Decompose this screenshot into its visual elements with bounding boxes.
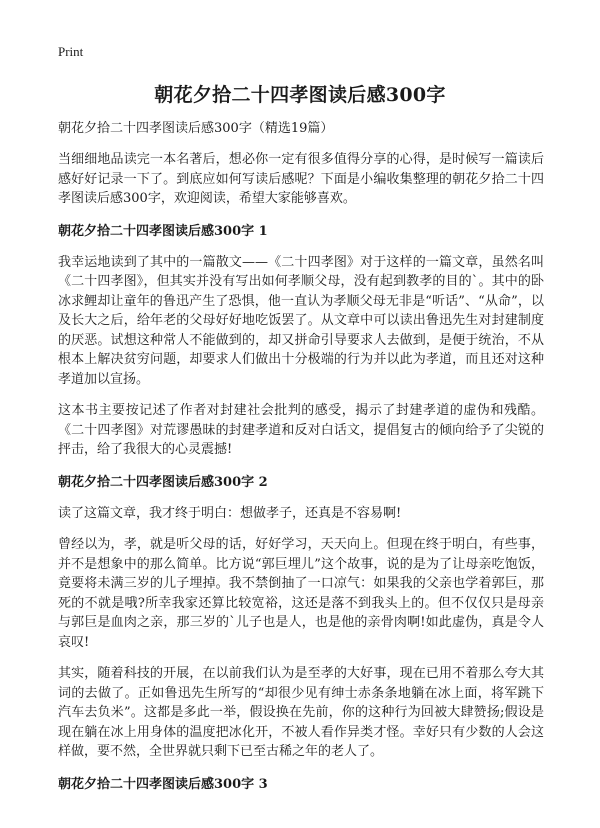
section-1-paragraph-2: 这本书主要按记述了作者对封建社会批判的感受，揭示了封建孝道的虚伪和残酷。《二十四孝图》对荒谬愚昧的封建孝道和反对白话文，提倡复古的倾向给予了尖锐的抨击，给了我很大的心灵震撼! [58, 403, 544, 457]
section-1-paragraph-1: 我幸运地读到了其中的一篇散文——《二十四孝图》对于这样的一篇文章，虽然名叫《二十四孝图》，但其实并没有写出如何孝顺父母，没有起到教孝的目的`。其中的卧冰求鲤却让童年的鲁迅产生了恐惧，他一直认为孝顺父母无非是“听话”、“从命”，以及长大之后，给年老的父母好好地吃饭罢了。从文章中可以读出鲁迅先生对封建制度的厌恶。试想这种常人不能做到的，却又拼命引导要求人去做到，是便于统治，不从根本上解决贫穷问题，却要求人们做出十分极端的行为并以此为孝道，而且还对这种孝道加以宣扬。 [58, 254, 544, 387]
section-2-paragraph-3: 其实，随着科技的开展，在以前我们认为是至孝的大好事，现在已用不着那么夸大其词的去做了。正如鲁迅先生所写的“却很少见有绅士赤条条地躺在冰上面，将军跳下汽车去负米”。这都是多此一举，假设换在先前，你的这种行为回被大肆赞扬;假设是现在躺在冰上用身体的温度把冰化开，不被人看作异类才怪。幸好只有少数的人会这样做，要不然，全世界就只剩下已至古稀之年的老人了。 [58, 666, 544, 759]
print-link[interactable]: Print [58, 44, 84, 59]
section-heading-3: 朝花夕拾二十四孝图读后感300字 3 [58, 776, 268, 792]
article-body [58, 120, 544, 806]
section-heading-2: 朝花夕拾二十四孝图读后感300字 2 [58, 474, 268, 490]
section-2-paragraph-1: 读了这篇文章，我才终于明白：想做孝子，还真是不容易啊! [58, 505, 402, 521]
article-subtitle: 朝花夕拾二十四孝图读后感300字（精选19篇） [58, 121, 334, 136]
intro-paragraph: 当细细地品读完一本名著后，想必你一定有很多值得分享的心得，是时候写一篇读后感好好记录一下了。到底应如何写读后感呢？下面是小编收集整理的朝花夕拾二十四孝图读后感300字，欢迎阅读，希望大家能够喜欢。 [58, 152, 544, 206]
section-2-paragraph-2: 曾经以为，孝，就是听父母的话，好好学习，天天向上。但现在终于明白，有些事，并不是想象中的那么简单。比方说“郭巨埋儿”这个故事，说的是为了让母亲吃饱饭，竟要将未满三岁的儿子埋掉。我不禁倒抽了一口凉气：如果我的父亲也学着郭巨，那死的不就是哦?所幸我家还算比较宽裕，这还是落不到我头上的。但不仅仅只是母亲与郭巨是血肉之亲，那三岁的`儿子也是人，也是他的亲骨肉啊!如此虚伪，真是令人哀叹! [58, 537, 544, 650]
section-heading-1: 朝花夕拾二十四孝图读后感300字 1 [58, 223, 268, 239]
page-title: 朝花夕拾二十四孝图读后感300字 [154, 84, 446, 106]
